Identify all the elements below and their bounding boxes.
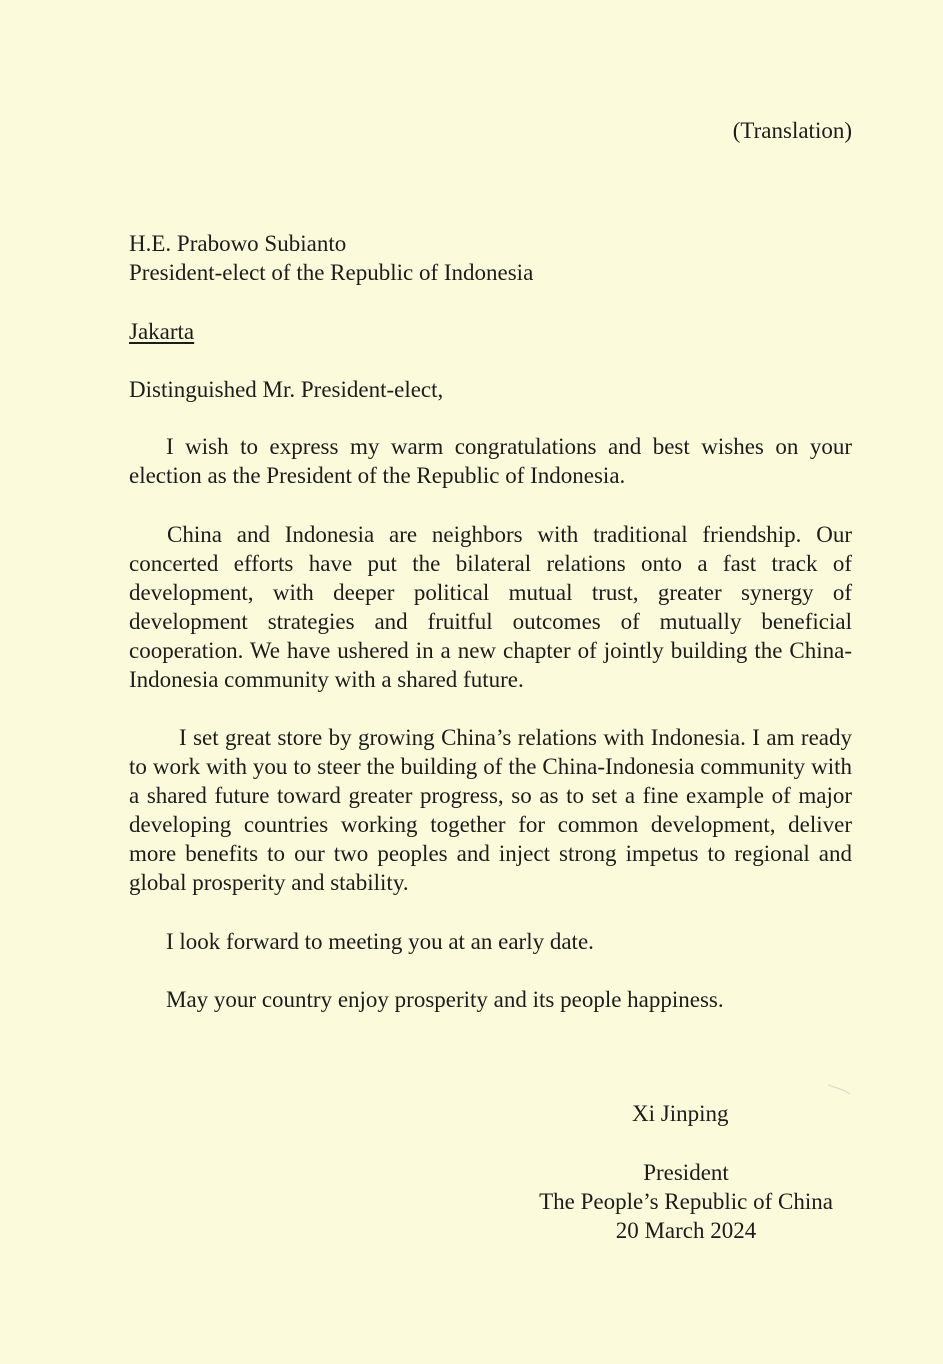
sender-country: The People’s Republic of China <box>539 1189 833 1214</box>
sender-block <box>500 1158 872 1245</box>
addressee-block <box>129 229 533 287</box>
translation-note: (Translation) <box>732 118 852 143</box>
addressee-title: President-elect of the Republic of Indonesia <box>129 260 534 285</box>
salutation: Distinguished Mr. President-elect, <box>129 377 444 402</box>
letter-date: 20 March 2024 <box>615 1218 757 1243</box>
body-paragraph-cooperation: I set great store by growing China’s relations with Indonesia. I am ready to work with you to steer the building of the China-Indonesia community with a shared future toward greater progress, so as to set a fine example of major developing countries working together for common development, deliver more benefits to our two peoples and inject strong impetus to regional and global prosperity and stability. <box>129 725 852 896</box>
addressee-city: Jakarta <box>129 319 195 344</box>
body-paragraph-meeting: I look forward to meeting you at an early date. <box>166 929 594 954</box>
body-paragraph-friendship: China and Indonesia are neighbors with traditional friendship. Our concerted efforts have put the bilateral relations onto a fast track of development, with deeper political mutual trust, greater synergy of development strategies and fruitful outcomes of mutually beneficial cooperation. We have ushered in a new chapter of jointly building the China-Indonesia community with a shared future. <box>129 522 852 693</box>
sender-position: President <box>643 1160 729 1185</box>
body-paragraph-congratulations: I wish to express my warm congratulations and best wishes on your election as the President of the Republic of Indonesia. <box>129 434 852 489</box>
addressee-name: H.E. Prabowo Subianto <box>129 231 347 256</box>
sender-signature: Xi Jinping <box>632 1101 729 1126</box>
paper-speck <box>826 1082 852 1096</box>
body-paragraph-wishes: May your country enjoy prosperity and its people happiness. <box>166 987 724 1012</box>
